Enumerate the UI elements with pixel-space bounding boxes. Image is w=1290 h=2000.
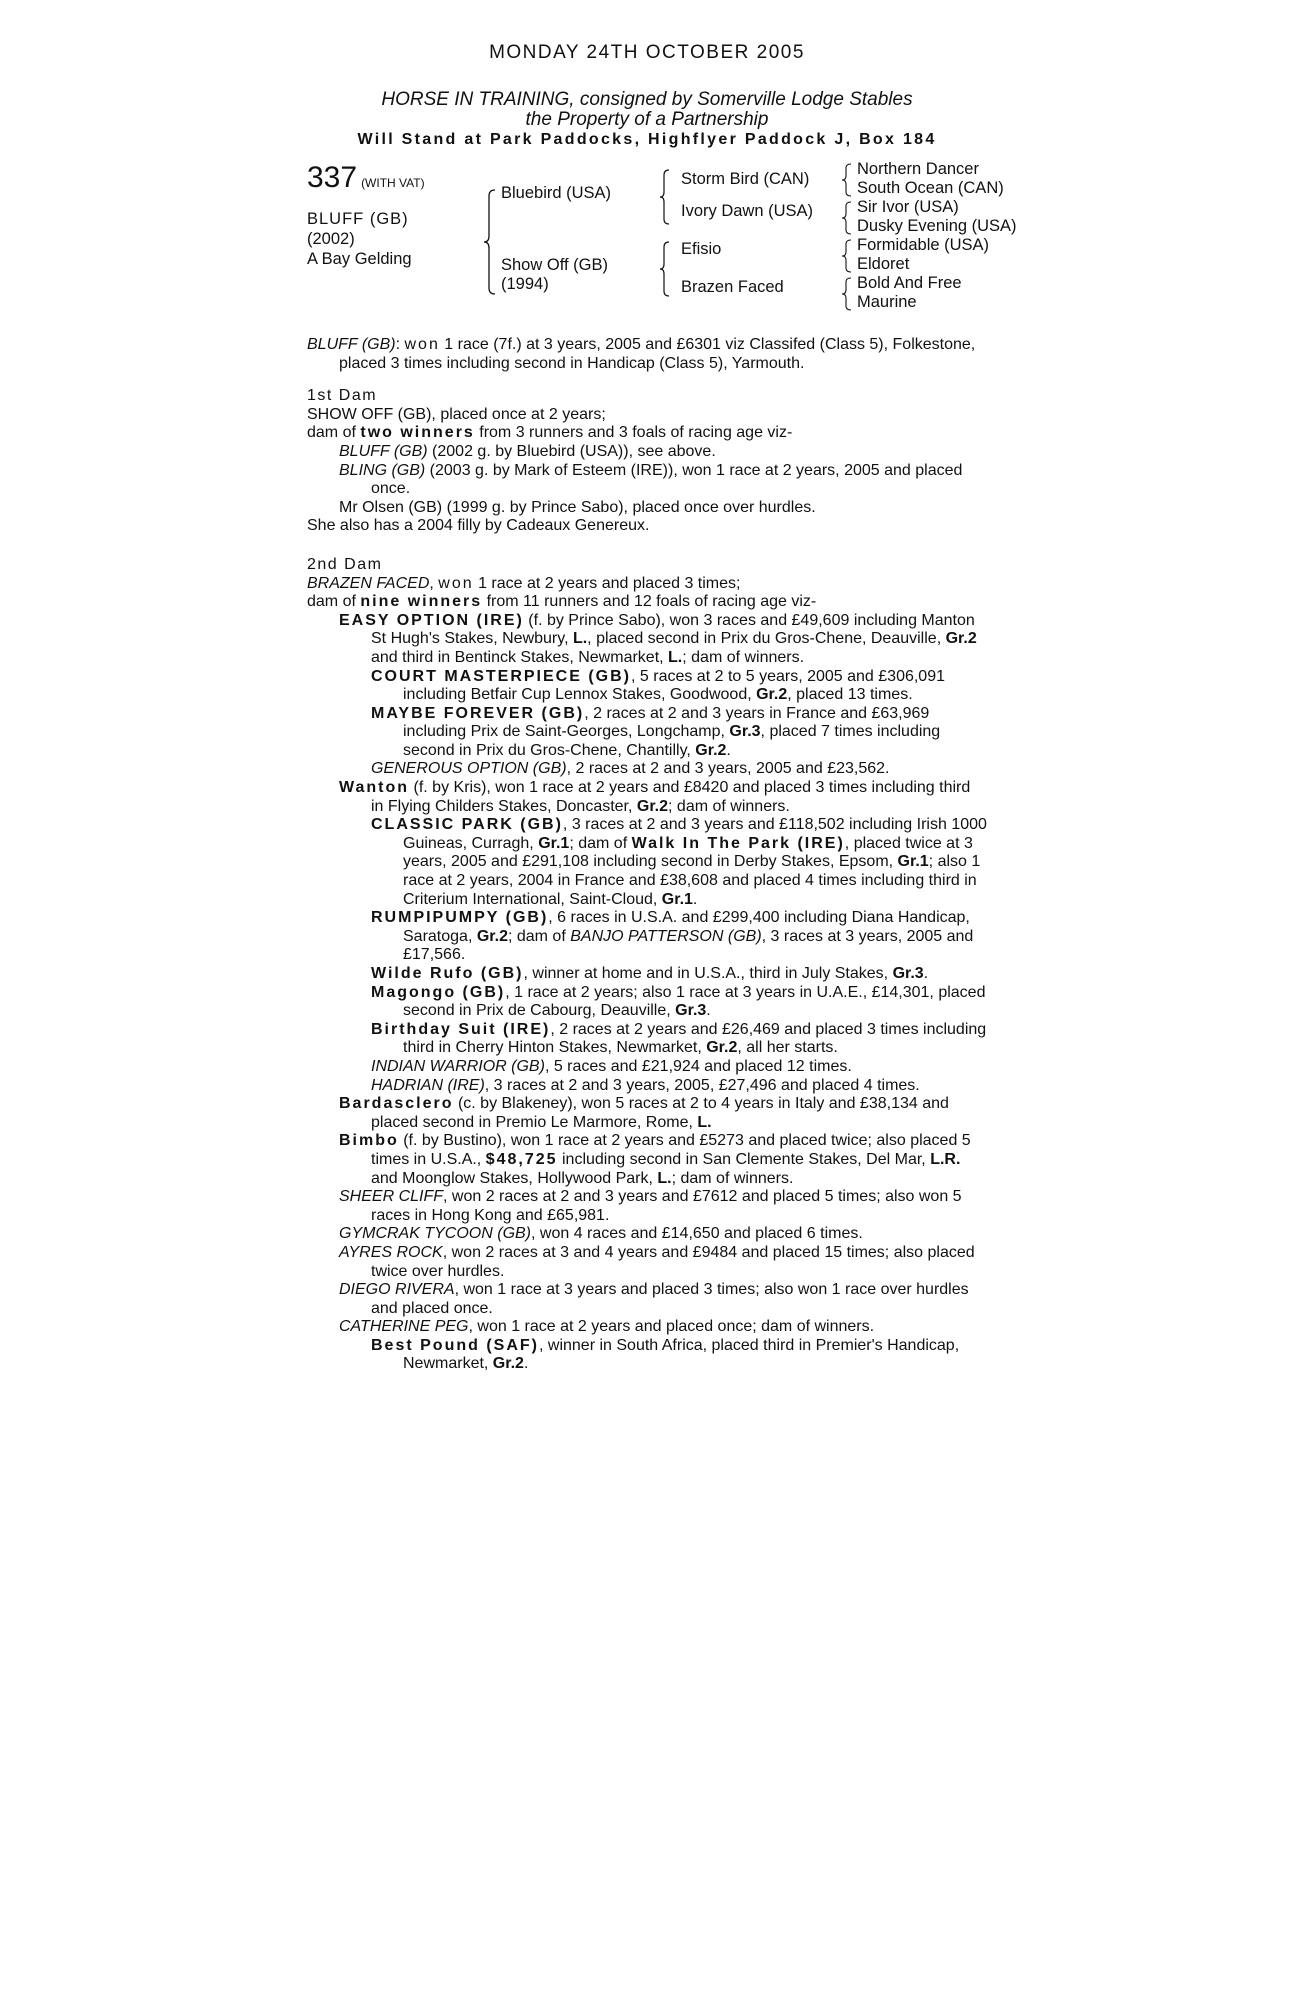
- produce-note: She also has a 2004 filly by Cadeaux Genereux.: [307, 517, 650, 535]
- produce-entry: Best Pound (SAF), winner in South Africa, placed third in Premier's Handicap, Newmarket, Gr.2.: [371, 1336, 960, 1373]
- first-dam-heading: 1st Dam: [307, 387, 378, 405]
- ss-brace-icon: [841, 162, 853, 198]
- horse-name: BLUFF (GB): [307, 210, 409, 228]
- horse-description: A Bay Gelding: [307, 250, 412, 268]
- ds-brace-icon: [841, 238, 853, 274]
- produce-entry: BLING (GB) (2003 g. by Mark of Esteem (IRE)), won 1 race at 2 years, 2005 and placed once.: [339, 461, 963, 498]
- produce-entry: INDIAN WARRIOR (GB), 5 races and £21,924 and placed 12 times.: [371, 1057, 852, 1075]
- produce-entry: Wilde Rufo (GB), winner at home and in U.S.A., third in July Stakes, Gr.3.: [371, 965, 929, 982]
- second-dam-section: [307, 556, 987, 1374]
- pedigree-table: [307, 160, 1017, 318]
- produce-entry: HADRIAN (IRE), 3 races at 2 and 3 years, 2005, £27,496 and placed 4 times.: [371, 1076, 920, 1094]
- produce-entry: Wanton (f. by Kris), won 1 race at 2 years and £8420 and placed 3 times including third in Flying Childers Stakes, Doncaster, Gr.2; dam of winners.: [339, 779, 971, 815]
- produce-entry: MAYBE FOREVER (GB), 2 races at 2 and 3 years in France and £63,969 including Prix de Saint-Georges, Longchamp, Gr.3, placed 7 times including second in Prix du Gros-Chene, Chantilly, Gr.2.: [371, 704, 941, 759]
- dam-dam: Brazen Faced: [681, 278, 784, 296]
- produce-entry: GENEROUS OPTION (GB), 2 races at 2 and 3 years, 2005 and £23,562.: [371, 760, 890, 778]
- second-dam-produce-line: dam of nine winners from 11 runners and 12 foals of racing age viz-: [307, 593, 817, 611]
- catalogue-body: [307, 336, 987, 1374]
- ss-sire: Northern Dancer: [857, 160, 979, 178]
- sd-dam: Dusky Evening (USA): [857, 217, 1017, 235]
- consignor-line: HORSE IN TRAINING, consigned by Somerville Lodge Stables: [381, 89, 913, 110]
- dam-parents-brace-icon: [659, 240, 671, 298]
- sd-sire: Sir Ivor (USA): [857, 198, 959, 216]
- produce-entry: Bimbo (f. by Bustino), won 1 race at 2 years and £5273 and placed twice; also placed 5 times in U.S.A., $48,725 including second in San Clemente Stakes, Del Mar, L.R. and Moonglow Stakes, Hollywood Park, L.; dam of winners.: [339, 1132, 971, 1187]
- produce-entry: Mr Olsen (GB) (1999 g. by Prince Sabo), placed once over hurdles.: [339, 498, 816, 516]
- ownership-line: the Property of a Partnership: [525, 109, 769, 130]
- dam: Show Off (GB): [501, 256, 608, 274]
- sire: Bluebird (USA): [501, 184, 612, 202]
- dd-sire: Bold And Free: [857, 274, 962, 292]
- first-dam-produce-line: dam of two winners from 3 runners and 3 foals of racing age viz-: [307, 424, 793, 442]
- race-record: BLUFF (GB): won 1 race (7f.) at 3 years, 2005 and £6301 viz Classifed (Class 5), Folkestone, placed 3 times including second in Handicap (Class 5), Yarmouth.: [307, 336, 976, 372]
- produce-entry: Birthday Suit (IRE), 2 races at 2 years and £26,469 and placed 3 times including third in Cherry Hinton Stakes, Newmarket, Gr.2, all her starts.: [371, 1020, 987, 1057]
- produce-entry: CATHERINE PEG, won 1 race at 2 years and placed once; dam of winners.: [339, 1318, 875, 1336]
- produce-entry: Bardasclero (c. by Blakeney), won 5 races at 2 to 4 years in Italy and £38,134 and placed second in Premio Le Marmore, Rome, L.: [339, 1095, 949, 1131]
- sire-dam: Ivory Dawn (USA): [681, 202, 814, 220]
- sire-parents-brace-icon: [659, 168, 671, 226]
- produce-entry: AYRES ROCK, won 2 races at 3 and 4 years and £9484 and placed 15 times; also placed twice over hurdles.: [339, 1243, 975, 1280]
- produce-entry: DIEGO RIVERA, won 1 race at 3 years and placed 3 times; also won 1 race over hurdles and placed once.: [339, 1281, 969, 1317]
- sd-brace-icon: [841, 200, 853, 236]
- produce-entry: SHEER CLIFF, won 2 races at 2 and 3 years and £7612 and placed 5 times; also won 5 races in Hong Kong and £65,981.: [339, 1188, 962, 1224]
- lot-header: [307, 161, 425, 194]
- ds-sire: Formidable (USA): [857, 236, 990, 254]
- produce-entry: EASY OPTION (IRE) (f. by Prince Sabo), won 3 races and £49,609 including Manton St Hugh's Stakes, Newbury, L., placed second in Prix du Gros-Chene, Deauville, Gr.2 and third in Bentinck Stakes, Newmarket, L.; dam of winners.: [339, 611, 977, 666]
- foaling-year: (2002): [307, 230, 355, 248]
- sale-date: MONDAY 24TH OCTOBER 2005: [489, 42, 805, 63]
- dd-brace-icon: [841, 276, 853, 312]
- produce-entry: BLUFF (GB) (2002 g. by Bluebird (USA)), see above.: [339, 442, 716, 460]
- ds-dam: Eldoret: [857, 255, 910, 273]
- sire-sire: Storm Bird (CAN): [681, 170, 810, 188]
- lot-number: 337: [307, 161, 358, 194]
- dam-sire: Efisio: [681, 240, 722, 258]
- second-dam-heading: 2nd Dam: [307, 555, 383, 573]
- vat-note: (WITH VAT): [361, 176, 425, 190]
- dam-year: (1994): [501, 275, 549, 293]
- sire-dam-brace-icon: [483, 188, 497, 296]
- produce-entry: CLASSIC PARK (GB), 3 races at 2 and 3 years and £118,502 including Irish 1000 Guineas, Curragh, Gr.1; dam of Walk In The Park (IRE), placed twice at 3 years, 2005 and £291,108 including second in Derby Stakes, Epsom, Gr.1; also 1 race at 2 years, 2004 in France and £38,608 and placed 4 times including third in Criterium International, Saint-Cloud, Gr.1.: [371, 816, 987, 908]
- produce-entry: Magongo (GB), 1 race at 2 years; also 1 race at 3 years in U.A.E., £14,301, placed second in Prix de Cabourg, Deauville, Gr.3.: [371, 983, 986, 1020]
- first-dam-line: SHOW OFF (GB), placed once at 2 years;: [307, 405, 606, 423]
- produce-entry: COURT MASTERPIECE (GB), 5 races at 2 to 5 years, 2005 and £306,091 including Betfair Cup Lennox Stakes, Goodwood, Gr.2, placed 13 times.: [371, 667, 945, 704]
- produce-entry: RUMPIPUMPY (GB), 6 races in U.S.A. and £299,400 including Diana Handicap, Saratoga, Gr.2; dam of BANJO PATTERSON (GB), 3 races at 3 years, 2005 and £17,566.: [371, 909, 974, 964]
- dd-dam: Maurine: [857, 293, 917, 311]
- catalogue-page: [307, 42, 1017, 1374]
- produce-entry: GYMCRAK TYCOON (GB), won 4 races and £14,650 and placed 6 times.: [339, 1225, 863, 1243]
- second-dam-line: BRAZEN FACED, won 1 race at 2 years and placed 3 times;: [307, 574, 741, 592]
- first-dam-section: [307, 387, 987, 536]
- ss-dam: South Ocean (CAN): [857, 179, 1004, 197]
- stabling-line: Will Stand at Park Paddocks, Highflyer Paddock J, Box 184: [357, 131, 937, 148]
